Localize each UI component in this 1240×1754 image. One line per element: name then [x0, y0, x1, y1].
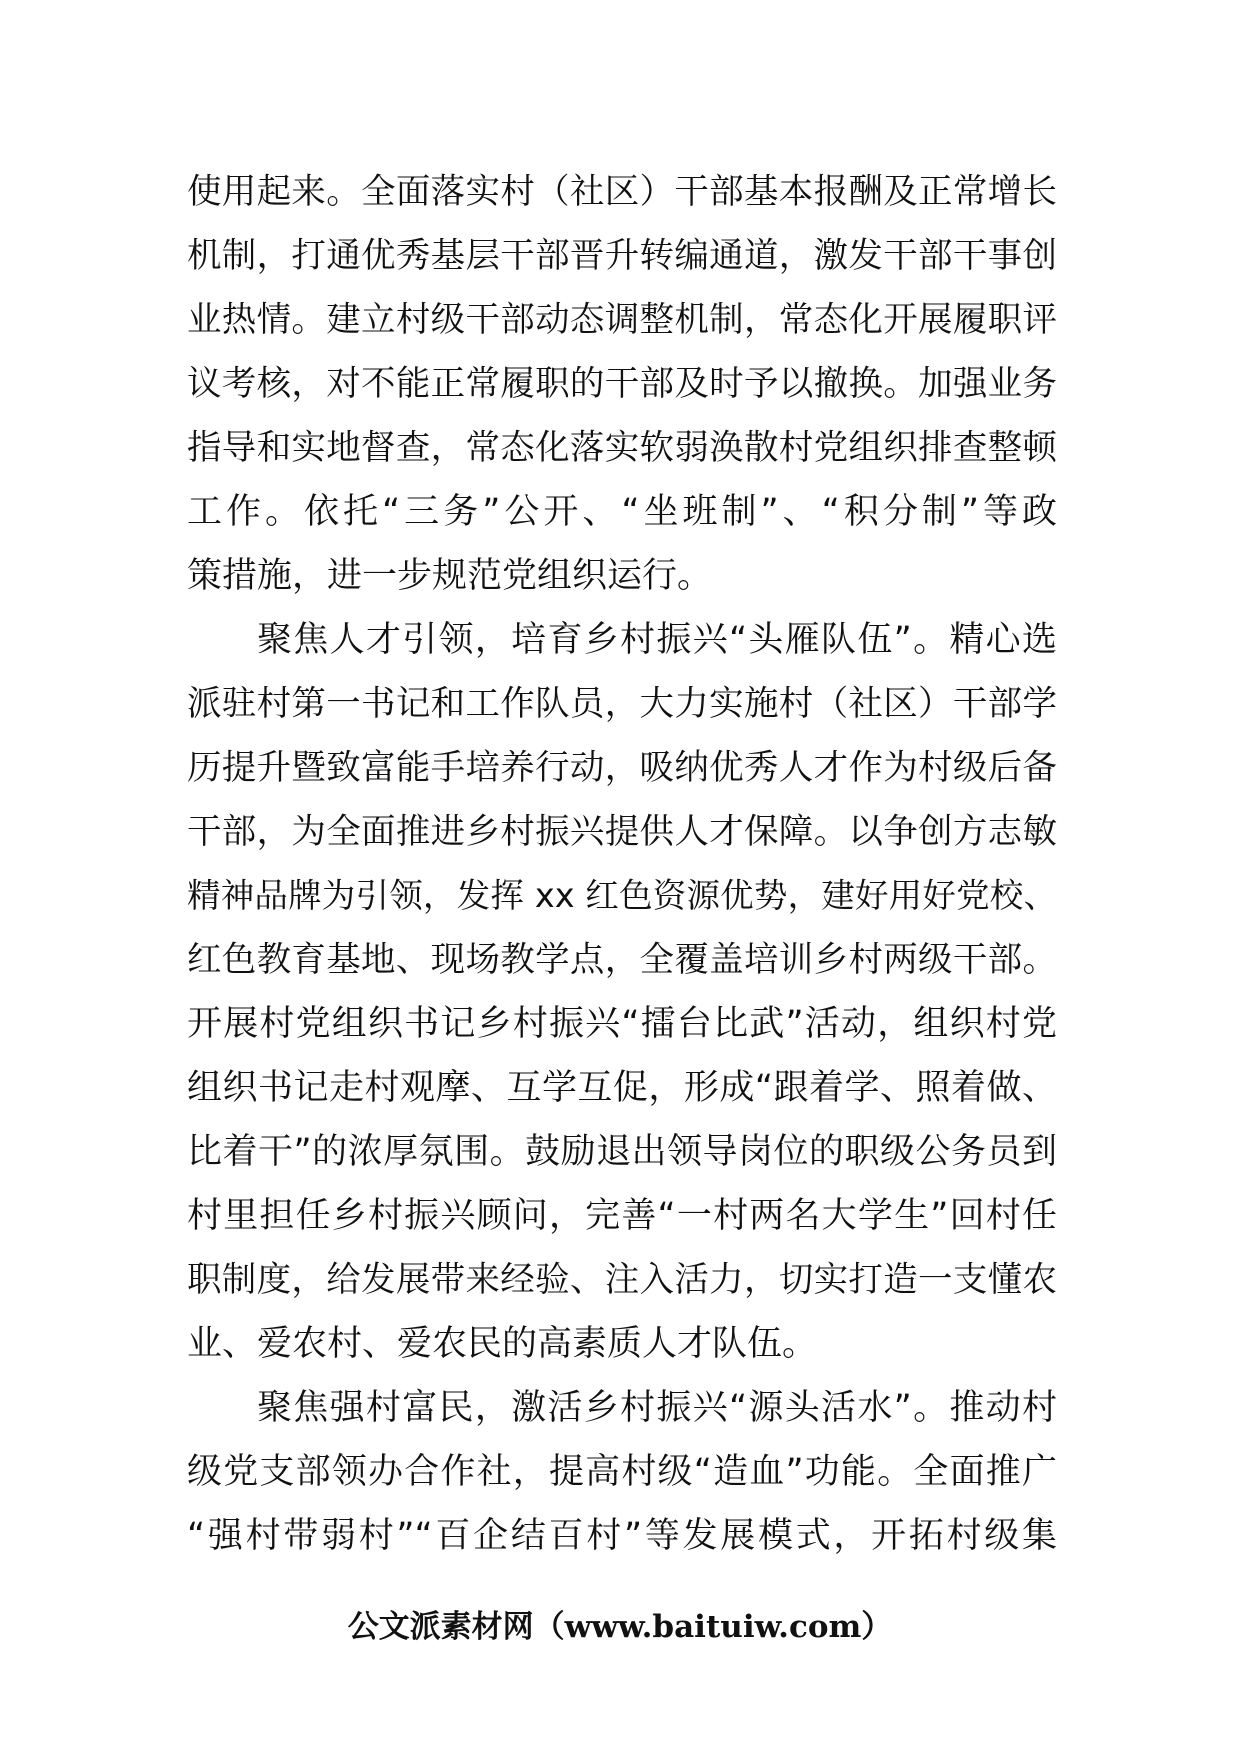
text-line: 精神品牌为引领，发挥 xx 红色资源优势，建好用好党校、 — [187, 876, 1057, 915]
text-line: 干部，为全面推进乡村振兴提供人才保障。以争创方志敏 — [187, 812, 1057, 852]
text-line: 议考核，对不能正常履职的干部及时予以撤换。加强业务 — [187, 364, 1057, 404]
text-line: 比着干”的浓厚氛围。鼓励退出领导岗位的职级公务员到 — [187, 1132, 1057, 1172]
paragraph-1 — [187, 160, 1057, 608]
text-line: 职制度，给发展带来经验、注入活力，切实打造一支懂农 — [187, 1260, 1057, 1300]
text-line: 使用起来。全面落实村（社区）干部基本报酬及正常增长 — [187, 172, 1057, 212]
text-line: 工作。依托“三务”公开、“坐班制”、“积分制”等政 — [187, 492, 1057, 532]
text-line: 开展村党组织书记乡村振兴“擂台比武”活动，组织村党 — [187, 1004, 1057, 1044]
footer-source-text: 公文派素材网（www.baituiw.com） — [347, 1609, 893, 1645]
text-line: 红色教育基地、现场教学点，全覆盖培训乡村两级干部。 — [187, 940, 1057, 980]
text-line: 业热情。建立村级干部动态调整机制，常态化开展履职评 — [187, 300, 1057, 340]
text-line: 历提升暨致富能手培养行动，吸纳优秀人才作为村级后备 — [187, 748, 1057, 788]
text-line: “强村带弱村”“百企结百村”等发展模式，开拓村级集 — [187, 1516, 1057, 1556]
paragraph-3 — [187, 1376, 1057, 1568]
page-footer — [0, 1602, 1240, 1652]
text-line: 指导和实地督查，常态化落实软弱涣散村党组织排查整顿 — [187, 428, 1057, 468]
text-line: 策措施，进一步规范党组织运行。 — [187, 556, 713, 596]
text-line: 机制，打通优秀基层干部晋升转编通道，激发干部干事创 — [187, 236, 1057, 276]
text-line: 业、爱农村、爱农民的高素质人才队伍。 — [187, 1324, 818, 1364]
document-body — [187, 160, 1057, 1568]
text-line: 村里担任乡村振兴顾问，完善“一村两名大学生”回村任 — [187, 1196, 1057, 1236]
text-line: 级党支部领办合作社，提高村级“造血”功能。全面推广 — [187, 1452, 1057, 1492]
text-line: 派驻村第一书记和工作队员，大力实施村（社区）干部学 — [187, 684, 1057, 724]
paragraph-2 — [187, 608, 1057, 1376]
text-line: 组织书记走村观摩、互学互促，形成“跟着学、照着做、 — [187, 1068, 1057, 1108]
text-line: 聚焦强村富民，激活乡村振兴“源头活水”。推动村 — [257, 1388, 1057, 1428]
text-line: 聚焦人才引领，培育乡村振兴“头雁队伍”。精心选 — [257, 620, 1057, 660]
